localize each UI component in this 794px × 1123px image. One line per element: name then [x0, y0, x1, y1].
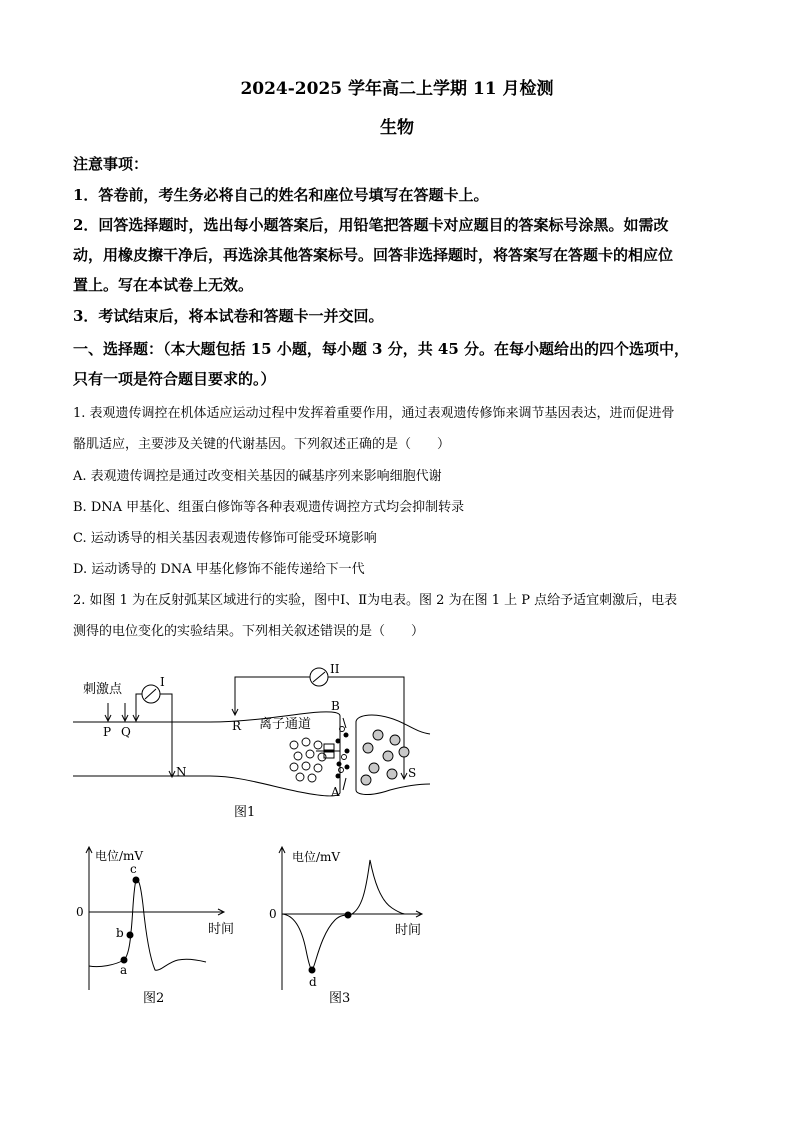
fig3-label-d: d — [309, 975, 317, 989]
fig2-point-c — [133, 877, 139, 883]
postsynaptic-receptors — [361, 730, 409, 785]
q1-stem: 1. 表观遗传调控在机体适应运动过程中发挥着重要作用，通过表观遗传修饰来调节基因表达，进而促进骨 — [73, 406, 675, 421]
label-r: R — [232, 719, 242, 733]
q1-option-b: B. DNA 甲基化、组蛋白修饰等各种表观遗传调控方式均会抑制转录 — [73, 500, 465, 515]
section-heading: 一、选择题：（本大题包括 15 小题，每小题 3 分，共 45 分。在每小题给出的四个选项中， — [73, 340, 690, 358]
fig3-zero: 0 — [269, 907, 277, 921]
fig3-point-d — [309, 967, 315, 973]
figure1-diagram — [70, 660, 440, 820]
meter-ii-needle — [313, 672, 325, 682]
label-s: S — [408, 766, 417, 780]
exam-title: 2024-2025 学年高二上学期 11 月检测 — [240, 79, 554, 99]
fig2-xlabel: 时间 — [208, 922, 235, 937]
notice-item-2-cont: 动，用橡皮擦干净后，再选涂其他答案标号。回答非选择题时，将答案写在答题卡的相应位 — [73, 246, 674, 264]
figure2-graph — [70, 840, 240, 1010]
fig2-ylabel: 电位/mV — [95, 849, 144, 863]
fig2-zero: 0 — [76, 905, 84, 919]
q1-stem-cont: 骼肌适应，主要涉及关键的代谢基因。下列叙述正确的是（ ） — [73, 437, 451, 452]
meter-i-needle — [145, 689, 156, 699]
meter-ii-left-wire — [235, 677, 310, 714]
meter-i-right-wire — [160, 694, 172, 776]
label-n: N — [176, 765, 187, 779]
figure3-graph — [260, 840, 440, 1010]
figure1-caption: 图1 — [234, 805, 256, 820]
q2-stem: 2. 如图 1 为在反射弧某区域进行的实验，图中Ⅰ、Ⅱ为电表。图 2 为在图 1 上 P 点给予适宜刺激后，电表 — [73, 593, 678, 608]
notice-heading: 注意事项： — [73, 155, 149, 173]
q1-option-c: C. 运动诱导的相关基因表观遗传修饰可能受环境影响 — [73, 531, 377, 546]
fig2-point-b — [127, 932, 133, 938]
meter-ii-label: II — [330, 662, 340, 676]
fig3-xlabel: 时间 — [395, 923, 422, 938]
label-a: A — [331, 785, 340, 799]
arrow-a — [343, 778, 346, 790]
fig3-curve — [282, 860, 406, 970]
fig3-ylabel: 电位/mV — [292, 850, 341, 864]
label-q: Q — [121, 725, 131, 739]
figure3-caption: 图3 — [329, 991, 351, 1006]
section-heading-cont: 只有一项是符合题目要求的。） — [73, 370, 276, 388]
stimulus-point-label: 刺激点 — [83, 682, 123, 697]
notice-item-2: 2．回答选择题时，选出每小题答案后，用铅笔把答题卡对应题目的答案标号涂黑。如需改 — [73, 216, 669, 234]
ion-channel-label: 离子通道 — [259, 717, 312, 732]
fig2-label-a: a — [120, 963, 128, 977]
notice-item-1: 1．答卷前，考生务必将自己的姓名和座位号填写在答题卡上。 — [73, 186, 489, 204]
q1-option-a: A. 表观遗传调控是通过改变相关基因的碱基序列来影响细胞代谢 — [73, 469, 442, 484]
q2-stem-cont: 测得的电位变化的实验结果。下列相关叙述错误的是（ ） — [73, 624, 425, 639]
post-top-edge — [356, 715, 430, 734]
label-b: B — [331, 699, 340, 713]
meter-i-label: I — [160, 675, 165, 689]
presynaptic-vesicles — [290, 738, 326, 782]
notice-item-3: 3．考试结束后，将本试卷和答题卡一并交回。 — [73, 307, 384, 325]
label-p: P — [103, 725, 112, 739]
fig2-label-c: c — [130, 862, 137, 876]
ion-channel-top — [324, 744, 334, 750]
fig3-point-zero-cross — [345, 912, 351, 918]
fig2-curve — [89, 880, 206, 971]
notice-item-2-end: 置上。写在本试卷上无效。 — [73, 276, 254, 294]
subject-title: 生物 — [380, 118, 414, 138]
fig2-label-b: b — [116, 926, 124, 940]
figure2-caption: 图2 — [143, 991, 165, 1006]
q1-option-d: D. 运动诱导的 DNA 甲基化修饰不能传递给下一代 — [73, 562, 365, 577]
axon-bottom-edge — [73, 776, 340, 796]
